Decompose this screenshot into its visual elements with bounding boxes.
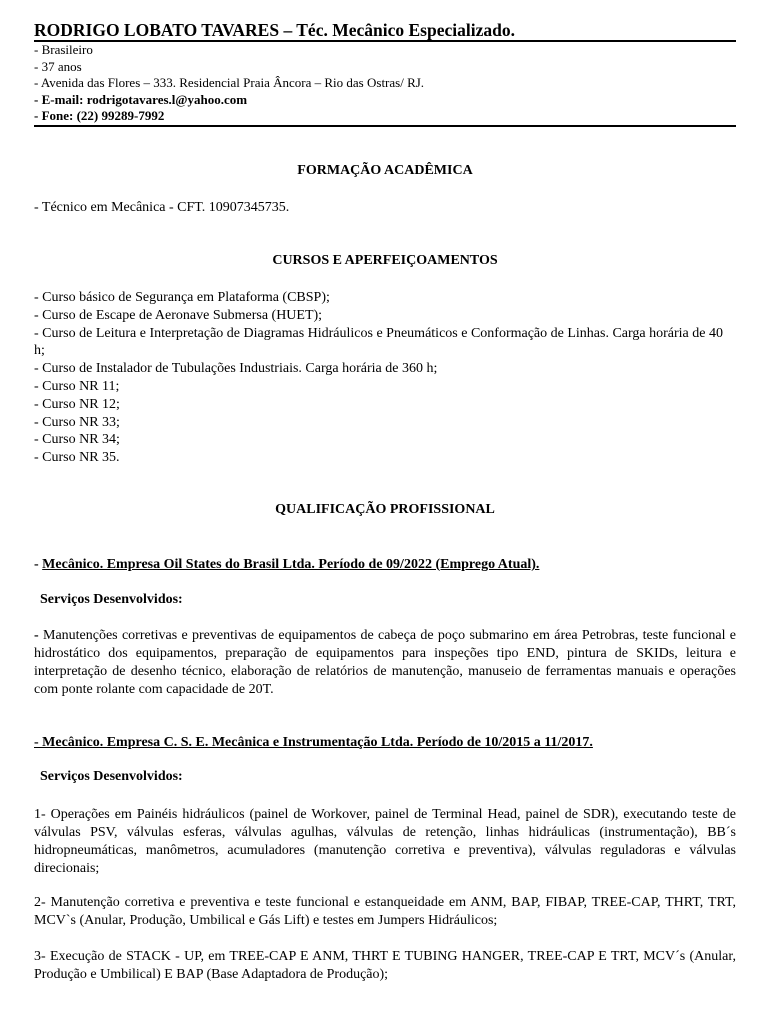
courses-heading: CURSOS E APERFEIÇOAMENTOS	[272, 253, 498, 268]
service-item-2: 2- Manutenção corretiva e preventiva e teste funcional e estanqueidade em ANM, BAP, FIBAP, TREE-CAP, THRT, TRT, MCV`s (Anular, Produção, Umbilical e Gás Lift) e testes em Jumpers Hidráulicos;	[34, 895, 736, 928]
nationality-line: - Brasileiro	[34, 42, 93, 57]
course-item: - Curso básico de Segurança em Plataforma (CBSP);	[34, 290, 330, 305]
description-bullet: -	[34, 628, 39, 643]
job-heading-1	[34, 557, 539, 573]
email-line: - E-mail: rodrigotavares.l@yahoo.com	[34, 91, 248, 107]
header-bottom-rule	[34, 125, 736, 127]
job-description-1	[34, 627, 736, 699]
course-item: - Curso NR 11;	[34, 378, 120, 394]
course-item: - Curso NR 12;	[34, 396, 120, 412]
services-label-2: Serviços Desenvolvidos:	[40, 769, 183, 784]
course-item: - Curso NR 35.	[34, 450, 120, 466]
service-item-1: 1- Operações em Painéis hidráulicos (painel de Workover, painel de Terminal Head, painel de SDR), executando teste de válvulas PSV, válvulas esferas, válvulas agulhas, válvulas de retenção, linhas hidráulicas (instrumentação), BB´s hidropneumáticas, manômetros, acumuladores (manutenção corretiva e preventiva), válvulas reguladoras e válvulas direcionais;	[34, 807, 736, 876]
job-heading-text: - Mecânico. Empresa C. S. E. Mecânica e Instrumentação Ltda. Período de 10/2015 a 11/2017.	[34, 735, 593, 750]
course-item: - Curso NR 33;	[34, 414, 120, 430]
services-label-1: Serviços Desenvolvidos:	[40, 592, 183, 607]
candidate-name: RODRIGO LOBATO TAVARES – Téc. Mecânico Especializado.	[34, 20, 515, 40]
education-heading: FORMAÇÃO ACADÊMICA	[297, 163, 473, 178]
course-item: - Curso de Leitura e Interpretação de Diagramas Hidráulicos e Pneumáticos e Conformação de Linhas. Carga horária de 40 h;	[34, 325, 723, 359]
course-item: - Curso de Instalador de Tubulações Industriais. Carga horária de 360 h;	[34, 361, 438, 377]
contact-info	[34, 42, 424, 125]
service-item-3: 3- Execução de STACK - UP, em TREE-CAP E ANM, THRT E TUBING HANGER, TREE-CAP E TRT, MCV´s (Anular, Produção e Umbilical) E BAP (Base Adaptadora de Produção);	[34, 949, 736, 982]
course-item: - Curso NR 34;	[34, 432, 120, 448]
education-item: - Técnico em Mecânica - CFT. 10907345735.	[34, 200, 290, 215]
age-line: - 37 anos	[34, 58, 82, 74]
description-text: Manutenções corretivas e preventivas de equipamentos de cabeça de poço submarino em área Petrobras, teste funcional e hidrostático dos equipamentos, preparação de equipamentos para inspeções tipo END, pintura de SKIDs, leitura e interpretação de desenho técnico, elaboração de relatórios de manutenção, manuseio de ferramentas manuais e operações com ponte rolante com capacidade de 20T.	[34, 628, 736, 697]
job-heading-dash: -	[34, 557, 43, 572]
courses-list	[34, 289, 736, 467]
course-item: - Curso de Escape de Aeronave Submersa (HUET);	[34, 307, 323, 323]
qualification-heading: QUALIFICAÇÃO PROFISSIONAL	[275, 502, 495, 517]
address-line: - Avenida das Flores – 333. Residencial Praia Âncora – Rio das Ostras/ RJ.	[34, 75, 425, 90]
phone-line: - Fone: (22) 99289-7992	[34, 108, 165, 123]
job-heading-2	[34, 735, 593, 751]
job-heading-text: Mecânico. Empresa Oil States do Brasil Ltda. Período de 09/2022 (Emprego Atual).	[42, 557, 540, 572]
